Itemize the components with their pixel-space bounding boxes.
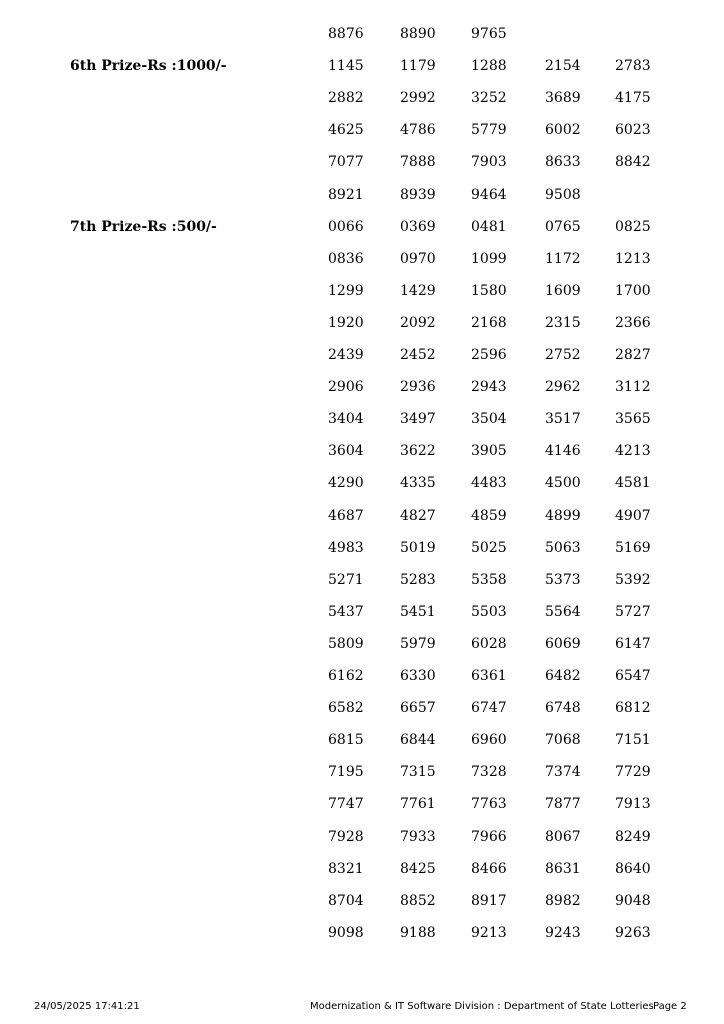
winning-number: 9098 [328, 924, 364, 941]
winning-number: 6812 [615, 700, 651, 717]
winning-number: 4859 [471, 507, 507, 524]
prize-row [0, 663, 724, 695]
winning-number: 2154 [545, 58, 581, 75]
prize-row [0, 406, 724, 438]
winning-number: 6582 [328, 700, 364, 717]
winning-number: 9263 [615, 924, 651, 941]
winning-number: 4827 [400, 507, 436, 524]
winning-number: 2882 [328, 90, 364, 107]
winning-number: 2366 [615, 314, 651, 331]
winning-number: 5373 [545, 571, 581, 588]
prize-row [0, 182, 724, 214]
prize-row [0, 470, 724, 502]
winning-number: 7729 [615, 764, 651, 781]
winning-number: 5358 [471, 571, 507, 588]
winning-number: 4500 [545, 475, 581, 492]
winning-number: 6162 [328, 668, 364, 684]
prize-row [0, 374, 724, 406]
prize-row [0, 214, 724, 246]
winning-number: 2943 [471, 379, 507, 396]
winning-number: 8704 [328, 892, 364, 909]
winning-number: 6844 [400, 732, 436, 749]
winning-number: 8876 [328, 26, 364, 42]
winning-number: 9508 [545, 186, 581, 203]
footer-page-number: Page 2 [653, 1001, 687, 1012]
prize-row [0, 310, 724, 342]
prize-row [0, 727, 724, 759]
winning-number: 0066 [328, 218, 364, 235]
winning-number: 7761 [400, 796, 436, 813]
winning-number: 2906 [328, 379, 364, 396]
winning-number: 1580 [471, 282, 507, 299]
prize-label: 6th Prize-Rs :1000/- [70, 58, 227, 75]
winning-number: 2439 [328, 347, 364, 363]
winning-number: 5283 [400, 571, 436, 588]
winning-number: 7068 [545, 732, 581, 749]
winning-number: 5063 [545, 539, 581, 556]
prize-row [0, 631, 724, 663]
winning-number: 8852 [400, 892, 436, 909]
winning-number: 7928 [328, 828, 364, 845]
winning-number: 9188 [400, 924, 436, 941]
winning-number: 1288 [471, 58, 507, 75]
winning-number: 7747 [328, 796, 364, 813]
winning-number: 6747 [471, 700, 507, 717]
winning-number: 1179 [400, 58, 436, 75]
winning-number: 2596 [471, 347, 507, 363]
winning-number: 5392 [615, 571, 651, 588]
winning-number: 4175 [615, 90, 651, 107]
winning-number: 1145 [328, 58, 364, 75]
winning-number: 8631 [545, 860, 581, 877]
prize-row [0, 695, 724, 727]
winning-number: 4786 [400, 122, 436, 139]
winning-number: 7374 [545, 764, 581, 781]
winning-number: 3404 [328, 411, 364, 428]
winning-number: 9213 [471, 924, 507, 941]
winning-number: 5727 [615, 603, 651, 620]
winning-number: 2783 [615, 58, 651, 75]
prize-row [0, 438, 724, 470]
winning-number: 6547 [615, 668, 651, 684]
prize-label: 7th Prize-Rs :500/- [70, 218, 217, 235]
winning-number: 4581 [615, 475, 651, 492]
winning-number: 3604 [328, 443, 364, 460]
winning-number: 3622 [400, 443, 436, 460]
footer-timestamp: 24/05/2025 17:41:21 [34, 1001, 140, 1012]
winning-number: 4899 [545, 507, 581, 524]
winning-number: 7328 [471, 764, 507, 781]
prize-row [0, 759, 724, 791]
winning-number: 8425 [400, 860, 436, 877]
winning-number: 6147 [615, 635, 651, 652]
winning-number: 7966 [471, 828, 507, 845]
winning-number: 3252 [471, 90, 507, 107]
prize-row [0, 567, 724, 599]
winning-number: 7315 [400, 764, 436, 781]
winning-number: 4146 [545, 443, 581, 460]
winning-number: 6028 [471, 635, 507, 652]
winning-number: 8249 [615, 828, 651, 845]
winning-number: 6330 [400, 668, 436, 684]
prize-row [0, 503, 724, 535]
winning-number: 0481 [471, 218, 507, 235]
winning-number: 2992 [400, 90, 436, 107]
winning-number: 6748 [545, 700, 581, 717]
prize-row [0, 53, 724, 85]
winning-number: 7151 [615, 732, 651, 749]
winning-number: 9048 [615, 892, 651, 909]
winning-number: 2827 [615, 347, 651, 363]
winning-number: 1609 [545, 282, 581, 299]
winning-number: 8640 [615, 860, 651, 877]
winning-number: 2092 [400, 314, 436, 331]
prize-row [0, 856, 724, 888]
winning-number: 1700 [615, 282, 651, 299]
winning-number: 9464 [471, 186, 507, 203]
winning-number: 5019 [400, 539, 436, 556]
prize-row [0, 149, 724, 181]
prize-row [0, 535, 724, 567]
winning-number: 8633 [545, 154, 581, 171]
winning-number: 3112 [615, 379, 651, 396]
winning-number: 0369 [400, 218, 436, 235]
winning-number: 2962 [545, 379, 581, 396]
winning-number: 8921 [328, 186, 364, 203]
winning-number: 6002 [545, 122, 581, 139]
winning-number: 5451 [400, 603, 436, 620]
winning-number: 8939 [400, 186, 436, 203]
winning-number: 7888 [400, 154, 436, 171]
winning-number: 8842 [615, 154, 651, 171]
winning-number: 8067 [545, 828, 581, 845]
winning-number: 4687 [328, 507, 364, 524]
winning-number: 7195 [328, 764, 364, 781]
winning-number: 5809 [328, 635, 364, 652]
winning-number: 9243 [545, 924, 581, 941]
winning-number: 5503 [471, 603, 507, 620]
winning-number: 6482 [545, 668, 581, 684]
prize-row [0, 117, 724, 149]
winning-number: 3517 [545, 411, 581, 428]
winning-number: 5025 [471, 539, 507, 556]
winning-number: 4625 [328, 122, 364, 139]
prize-row [0, 888, 724, 920]
winning-number: 4907 [615, 507, 651, 524]
winning-number: 6815 [328, 732, 364, 749]
winning-number: 7763 [471, 796, 507, 813]
winning-number: 7877 [545, 796, 581, 813]
prize-row [0, 920, 724, 952]
winning-number: 8917 [471, 892, 507, 909]
winning-number: 5437 [328, 603, 364, 620]
winning-number: 2168 [471, 314, 507, 331]
winning-number: 1299 [328, 282, 364, 299]
winning-number: 2752 [545, 347, 581, 363]
prize-row [0, 824, 724, 856]
winning-number: 7903 [471, 154, 507, 171]
winning-number: 3689 [545, 90, 581, 107]
prize-row [0, 599, 724, 631]
winning-number: 1172 [545, 250, 581, 267]
winning-number: 7933 [400, 828, 436, 845]
winning-number: 2452 [400, 347, 436, 363]
winning-number: 4983 [328, 539, 364, 556]
winning-number: 0970 [400, 250, 436, 267]
footer-division: Modernization & IT Software Division : Department of State Lotteries [310, 1001, 654, 1012]
winning-number: 9765 [471, 26, 507, 42]
winning-number: 6023 [615, 122, 651, 139]
winning-number: 4335 [400, 475, 436, 492]
winning-number: 1099 [471, 250, 507, 267]
winning-number: 6361 [471, 668, 507, 684]
winning-number: 4213 [615, 443, 651, 460]
winning-number: 8982 [545, 892, 581, 909]
winning-number: 5271 [328, 571, 364, 588]
winning-number: 8466 [471, 860, 507, 877]
winning-number: 0836 [328, 250, 364, 267]
winning-number: 1920 [328, 314, 364, 331]
prize-row [0, 21, 724, 53]
page-footer [0, 1000, 724, 1014]
winning-number: 0765 [545, 218, 581, 235]
winning-number: 8321 [328, 860, 364, 877]
winning-number: 5169 [615, 539, 651, 556]
winning-number: 3565 [615, 411, 651, 428]
winning-number: 5979 [400, 635, 436, 652]
winning-number: 3497 [400, 411, 436, 428]
winning-number: 4483 [471, 475, 507, 492]
winning-number: 3905 [471, 443, 507, 460]
prize-row [0, 246, 724, 278]
winning-number: 6960 [471, 732, 507, 749]
winning-number: 4290 [328, 475, 364, 492]
winning-number: 2315 [545, 314, 581, 331]
winning-number: 6069 [545, 635, 581, 652]
winning-number: 2936 [400, 379, 436, 396]
winning-number: 0825 [615, 218, 651, 235]
winning-number: 8890 [400, 26, 436, 42]
prize-row [0, 342, 724, 374]
prize-row [0, 278, 724, 310]
winning-number: 7913 [615, 796, 651, 813]
winning-number: 3504 [471, 411, 507, 428]
winning-number: 5779 [471, 122, 507, 139]
winning-number: 5564 [545, 603, 581, 620]
winning-number: 1213 [615, 250, 651, 267]
winning-number: 1429 [400, 282, 436, 299]
prize-row [0, 791, 724, 823]
winning-number: 7077 [328, 154, 364, 171]
prize-row [0, 85, 724, 117]
winning-number: 6657 [400, 700, 436, 717]
